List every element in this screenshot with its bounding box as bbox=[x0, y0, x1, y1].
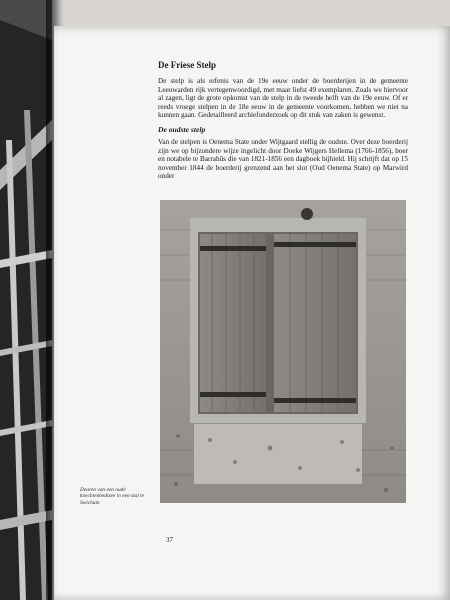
page-text bbox=[158, 60, 408, 185]
paragraph-1: De stelp is als erfenis van de 19e eeuw onder de boerderijen in de gemeente Leeuwarden rijk vertegenwoordigd, met maar liefst 49 exemplaren. Zoals we hiervoor al zagen, ligt de grote opkomst van de stelp in de tweede helft van de 19e eeuw. Of er reeds vroege stelpen in de 18e eeuw in de gemeente voorkomen, hebben we niet na kunnen gaan. Gedetailleerd archiefonderzoek op dit stuk van zaken is gewenst. bbox=[158, 77, 408, 120]
photo-caption: Deuren van een oude knechtenbedstee in een stal te Swichum bbox=[80, 487, 145, 506]
subheading: De oudste stelp bbox=[158, 124, 206, 134]
left-photo-graphic bbox=[0, 0, 52, 600]
page-number: 37 bbox=[166, 536, 173, 544]
door-photo-graphic bbox=[160, 200, 406, 503]
section-heading: De Friese Stelp bbox=[158, 60, 216, 70]
paragraph-2: Van de stelpen is Oenema State onder Wijtgaard stellig de oudste. Over deze boerderij zijn we op bijzondere wijze ingelicht door Doeke Wijgers Hellema (1766-1856), boer en notabele te Barrahûs die van 1821-1856 een dagboek bijhield. Hij schrijft dat op 15 november 1844 de boerderij grenzend aan het slot (Oud Oenema State) op Marwird onder bbox=[158, 137, 408, 181]
door-photo bbox=[160, 200, 406, 503]
left-page-photo bbox=[0, 0, 52, 600]
